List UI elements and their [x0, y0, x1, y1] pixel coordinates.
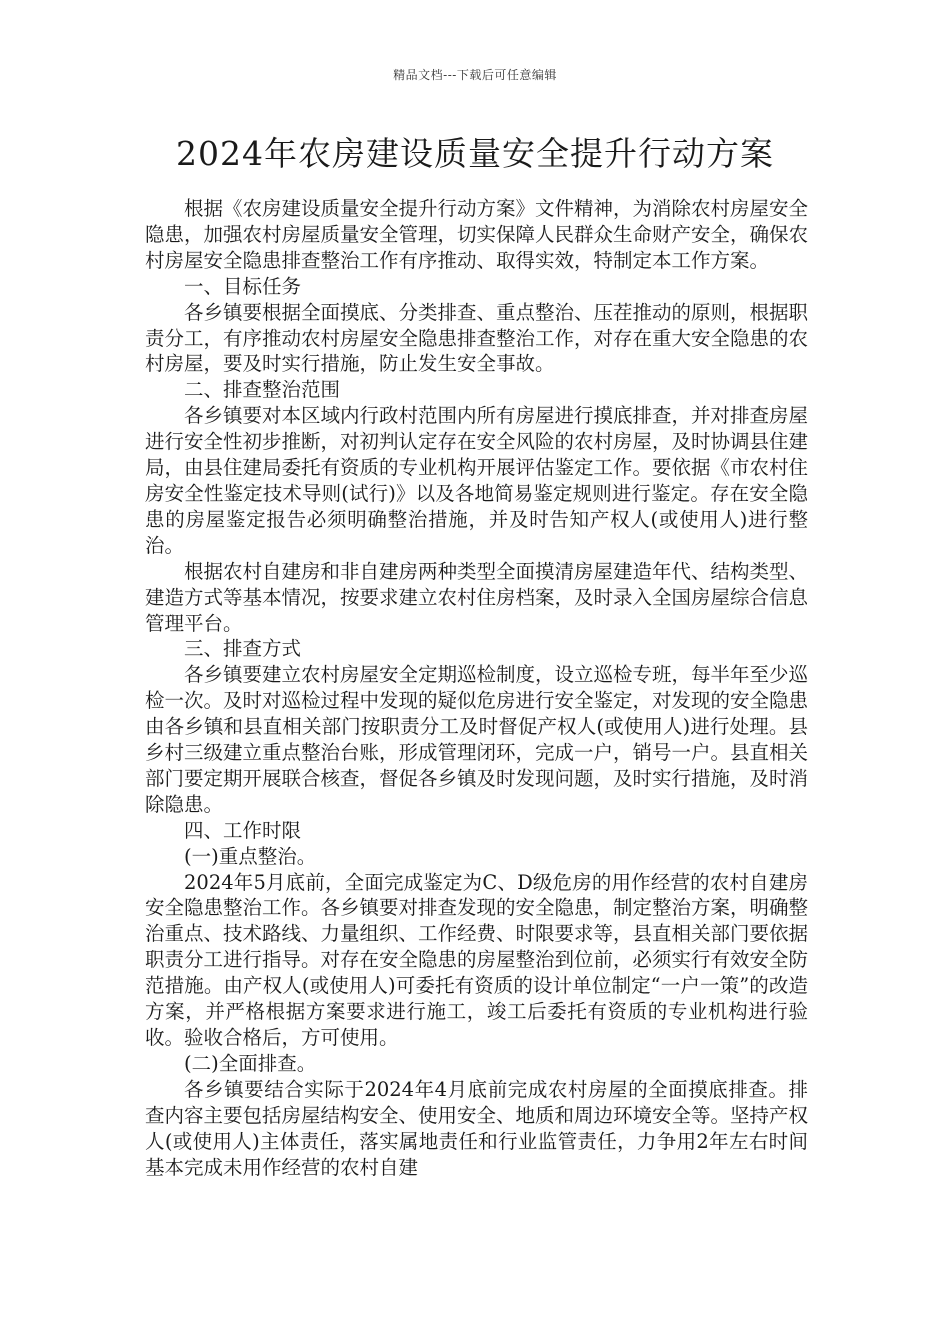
section-heading-4: 四、工作时限 [184, 818, 302, 842]
header-note: 精品文档---下载后可任意编辑 [393, 68, 557, 82]
subsection-heading-1: (一)重点整治。 [184, 844, 317, 868]
paragraph: 各乡镇要对本区域内行政村范围内所有房屋进行摸底排查，并对排查房屋进行安全性初步推断，对初判认定存在安全风险的农村房屋，及时协调县住建局，由县住建局委托有资质的专业机构开展评估鉴定工作。要依据《市农村住房安全性鉴定技术导则(试行)》以及各地简易鉴定规则进行鉴定。存在安全隐患的房屋鉴定报告必须明确整治措施，并及时告知产权人(或使用人)进行整治。 [145, 404, 809, 557]
paragraph: 各乡镇要建立农村房屋安全定期巡检制度，设立巡检专班，每半年至少巡检一次。及时对巡检过程中发现的疑似危房进行安全鉴定，对发现的安全隐患由各乡镇和县直相关部门按职责分工及时督促产权人(或使用人)进行处理。县乡村三级建立重点整治台账，形成管理闭环，完成一户，销号一户。县直相关部门要定期开展联合核查，督促各乡镇及时发现问题，及时实行措施，及时消除隐患。 [145, 663, 809, 816]
section-heading-3: 三、排查方式 [184, 637, 302, 661]
section-heading-1: 一、目标任务 [184, 274, 302, 298]
section-heading-2: 二、排查整治范围 [184, 378, 341, 402]
paragraph: 根据农村自建房和非自建房两种类型全面摸清房屋建造年代、结构类型、建造方式等基本情况，按要求建立农村住房档案，及时录入全国房屋综合信息管理平台。 [145, 559, 809, 635]
paragraph: 各乡镇要根据全面摸底、分类排查、重点整治、压茬推动的原则，根据职责分工，有序推动农村房屋安全隐患排查整治工作，对存在重大安全隐患的农村房屋，要及时实行措施，防止发生安全事故。 [145, 300, 809, 376]
paragraph: 2024年5月底前，全面完成鉴定为C、D级危房的用作经营的农村自建房安全隐患整治工作。各乡镇要对排查发现的安全隐患，制定整治方案，明确整治重点、技术路线、力量组织、工作经费、时限要求等，县直相关部门要依据职责分工进行指导。对存在安全隐患的房屋整治到位前，必须实行有效安全防范措施。由产权人(或使用人)可委托有资质的设计单位制定“一户一策”的改造方案，并严格根据方案要求进行施工，竣工后委托有资质的专业机构进行验收。验收合格后，方可使用。 [145, 870, 809, 1049]
document-title: 2024年农房建设质量安全提升行动方案 [176, 134, 774, 173]
paragraph: 各乡镇要结合实际于2024年4月底前完成农村房屋的全面摸底排查。排查内容主要包括房屋结构安全、使用安全、地质和周边环境安全等。坚持产权人(或使用人)主体责任，落实属地责任和行业监管责任，力争用2年左右时间基本完成未用作经营的农村自建 [145, 1077, 809, 1179]
document-body [145, 196, 808, 1180]
paragraph-intro: 根据《农房建设质量安全提升行动方案》文件精神，为消除农村房屋安全隐患，加强农村房屋质量安全管理，切实保障人民群众生命财产安全，确保农村房屋安全隐患排查整治工作有序推动、取得实效，特制定本工作方案。 [145, 197, 809, 272]
subsection-heading-2: (二)全面排查。 [184, 1051, 317, 1075]
